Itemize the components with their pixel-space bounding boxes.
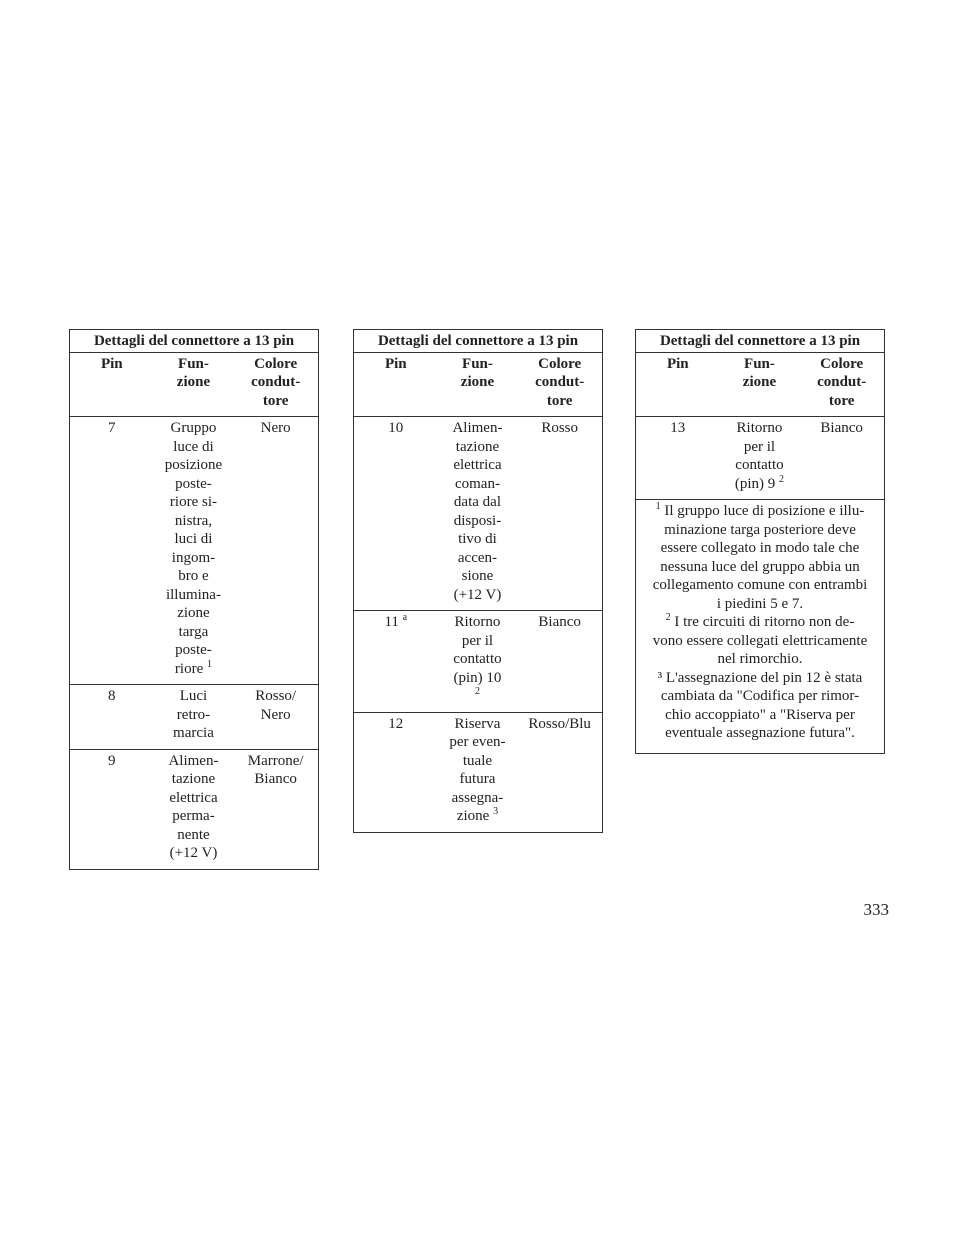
table-caption: Dettagli del connettore a 13 pin xyxy=(636,330,885,353)
pin-cell: 7 xyxy=(70,417,154,685)
header-wire-color: Colore condut- tore xyxy=(517,352,602,417)
table-row xyxy=(354,611,603,713)
header-wire-color: Colore condut- tore xyxy=(799,352,884,417)
color-cell: Rosso/Blu xyxy=(517,712,602,832)
function-cell: Ritorno per il contatto (pin) 10 $^2$ xyxy=(438,611,518,713)
function-cell: Luci retro- marcia xyxy=(154,685,234,750)
color-cell: Bianco xyxy=(517,611,602,713)
footnotes xyxy=(636,500,885,754)
footnote-3: ³ L'assegnazione del pin 12 è stata cambiata da "Codifica per rimor- chio accoppiato" a "Riserva per eventuale assegnazione futura". xyxy=(657,669,863,741)
pin-cell: 8 xyxy=(70,685,154,750)
color-cell: Marrone/ Bianco xyxy=(233,749,318,869)
function-cell: Gruppo luce di posizione poste- riore si- nistra, luci di ingom- bro e illumina- zione targa poste- riore $^1$ xyxy=(154,417,234,685)
pin-cell: 12 xyxy=(354,712,438,832)
function-cell: Alimen- tazione elettrica perma- nente (+12 V) xyxy=(154,749,234,869)
header-function: Fun- zione xyxy=(154,352,234,417)
color-cell: Nero xyxy=(233,417,318,685)
table-row xyxy=(70,749,319,869)
footnote-1: $^1$ Il gruppo luce di posizione e illu- minazione targa posteriore deve essere collegato in modo tale che nessuna luce del gruppo abbia un collegamento comune con entrambi i piedini 5 e 7. xyxy=(652,501,868,612)
function-cell: Riserva per even- tuale futura assegna- zione $^3$ xyxy=(438,712,518,832)
header-pin: Pin xyxy=(636,352,720,417)
connector-table-3 xyxy=(635,329,885,754)
header-wire-color: Colore condut- tore xyxy=(233,352,318,417)
pin-cell: 9 xyxy=(70,749,154,869)
function-cell: Ritorno per il contatto (pin) 9 $^2$ xyxy=(720,417,800,500)
header-function: Fun- zione xyxy=(720,352,800,417)
header-pin: Pin xyxy=(354,352,438,417)
color-cell: Rosso xyxy=(517,417,602,611)
pin-cell: 10 xyxy=(354,417,438,611)
color-cell: Bianco xyxy=(799,417,884,500)
function-cell: Alimen- tazione elettrica coman- data dal disposi- tivo di accen- sione (+12 V) xyxy=(438,417,518,611)
table-caption: Dettagli del connettore a 13 pin xyxy=(70,330,319,353)
page-number: 333 xyxy=(863,900,889,919)
connector-table-2 xyxy=(353,329,603,833)
table-row xyxy=(636,417,885,500)
header-pin: Pin xyxy=(70,352,154,417)
table-row xyxy=(70,685,319,750)
footnote-2: $^2$ I tre circuiti di ritorno non de- vono essere collegati elettricamente nel rimorchio. xyxy=(652,612,868,667)
color-cell: Rosso/ Nero xyxy=(233,685,318,750)
table-row xyxy=(354,417,603,611)
pin-cell: 13 xyxy=(636,417,720,500)
table-row xyxy=(354,712,603,832)
connector-table-1 xyxy=(69,329,319,870)
pin-cell: 11 $^a$ xyxy=(354,611,438,713)
table-row xyxy=(70,417,319,685)
table-caption: Dettagli del connettore a 13 pin xyxy=(354,330,603,353)
header-function: Fun- zione xyxy=(438,352,518,417)
